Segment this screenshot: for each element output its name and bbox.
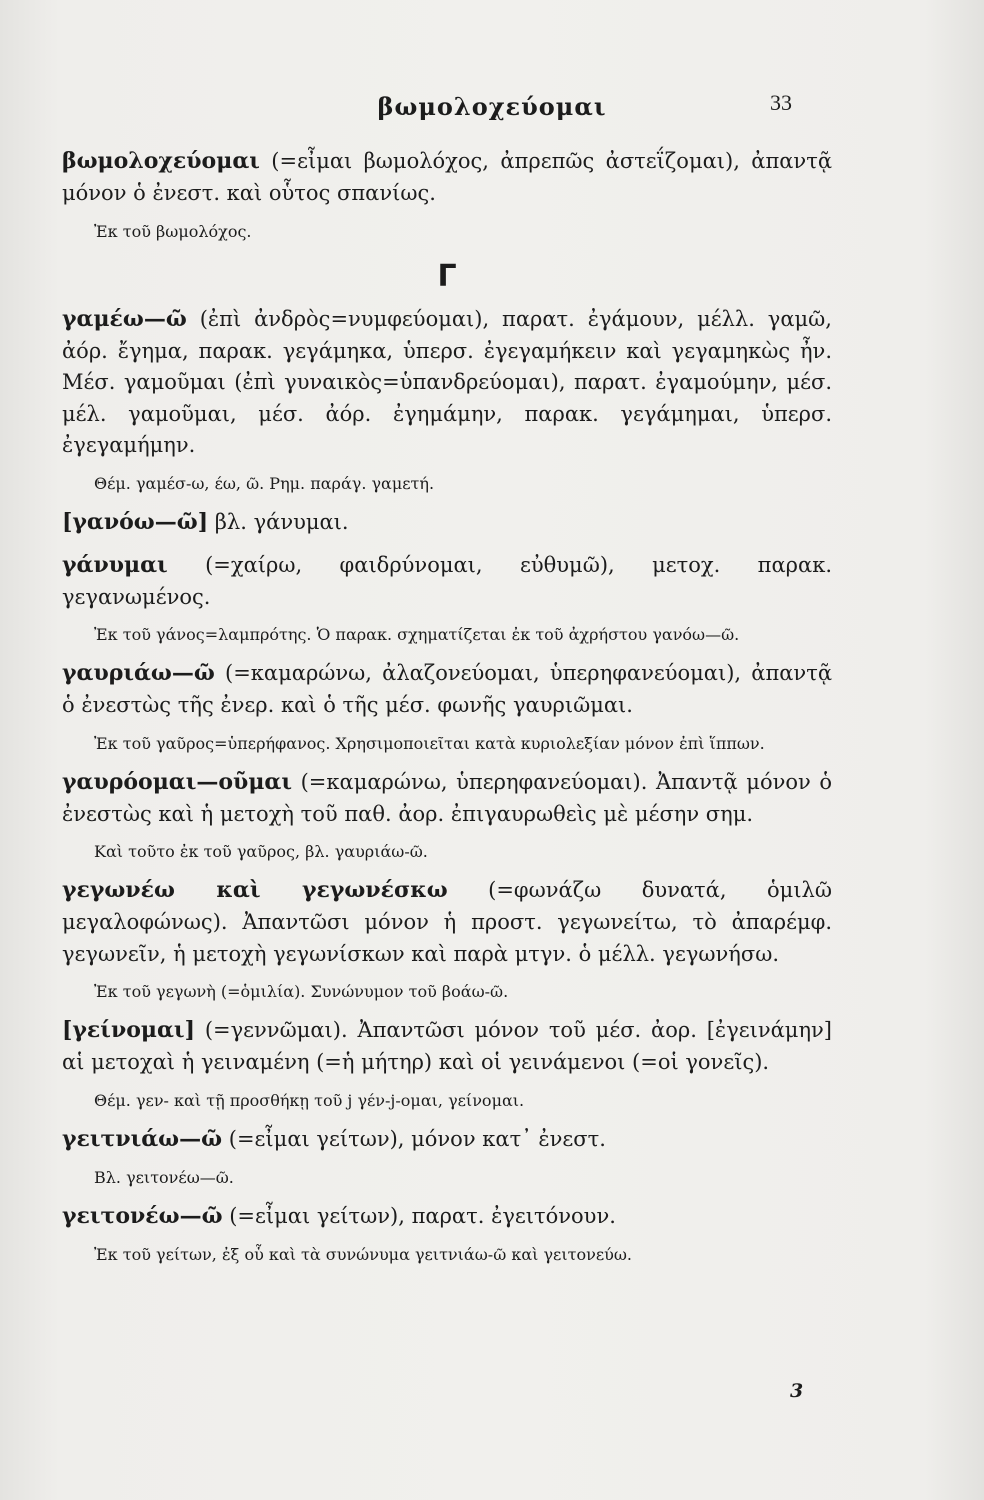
headword: γεγωνέω καὶ γεγωνέσκω bbox=[62, 877, 448, 903]
dictionary-body bbox=[62, 145, 832, 1277]
entry-geitoneo bbox=[62, 1200, 832, 1233]
headword: [γανόω—ῶ] bbox=[62, 508, 209, 535]
definition: (ἐπὶ ἀνδρὸς=νυμφεύομαι), παρατ. ἐγάμουν, μέλλ. γαμῶ, ἀόρ. ἔγημα, παρακ. γεγάμηκα, ὑπερσ. ἐγεγαμήκειν καὶ γεγαμηκὼς ἦν. Μέσ. γαμοῦμαι (ἐπὶ γυναικὸς=ὑπανδρεύομαι), παρατ. ἐγαμούμην, μέσ. μέλ. γαμοῦμαι, μέσ. ἀόρ. ἐγημάμην, παρακ. γεγάμημαι, ὑπερσ. ἐγεγαμήμην. bbox=[62, 306, 832, 457]
headword: γάνυμαι bbox=[62, 551, 168, 578]
headword: βωμολοχεύομαι bbox=[62, 148, 260, 174]
definition: (=εἶμαι βωμολόχος, ἀπρεπῶς ἀστεΐζομαι), ἀπαντᾷ μόνον ὁ ἐνεστ. καὶ οὗτος σπανίως. bbox=[62, 149, 832, 205]
definition: (=εἶμαι γείτων), παρατ. ἐγειτόνουν. bbox=[222, 1203, 616, 1228]
definition: (=καμαρώνω, ὑπερηφανεύομαι). Ἀπαντᾷ μόνον ὁ ἐνεστὼς καὶ ἡ μετοχὴ τοῦ παθ. ἀορ. ἐπιγαυρωθεὶς μὲ μέσην σημ. bbox=[62, 769, 832, 826]
definition: (=φωνάζω δυνατά, ὁμιλῶ μεγαλοφώνως). Ἀπαντῶσι μόνον ἡ προστ. γεγωνείτω, τὸ ἀπαρέμφ. γεγωνεῖν, ἡ μετοχὴ γεγωνίσκων καὶ παρὰ μτγν. ὁ μέλλ. γεγωνήσω. bbox=[62, 878, 832, 966]
entry-geitniao bbox=[62, 1123, 832, 1156]
etymology-note: Ἐκ τοῦ γεγωνὴ (=ὁμιλία). Συνώνυμον τοῦ βοάω-ῶ. bbox=[94, 982, 509, 1001]
definition: (=γεννῶμαι). Ἀπαντῶσι μόνον τοῦ μέσ. ἀορ. [ἐγεινάμην] αἱ μετοχαὶ ἡ γειναμένη (=ἡ μήτηρ) καὶ οἱ γεινάμενοι (=οἱ γονεῖς). bbox=[62, 1018, 832, 1074]
definition: (=εἶμαι γείτων), μόνον κατ᾽ ἐνεστ. bbox=[222, 1126, 606, 1151]
running-head: βωμολοχεύομαι bbox=[377, 92, 607, 121]
etymology-note: Θέμ. γαμέσ-ω, έω, ῶ. Ρημ. παράγ. γαμετή. bbox=[94, 473, 435, 493]
etymology-note: Ἐκ τοῦ γαῦρος=ὑπερήφανος. Χρησιμοποιεῖται κατὰ κυριολεξίαν μόνον ἐπὶ ἵππων. bbox=[94, 733, 765, 753]
entry-ganymai bbox=[62, 549, 832, 614]
section-letter: Γ bbox=[437, 258, 457, 294]
entry-gegoneo bbox=[62, 874, 832, 970]
definition: (=καμαρώνω, ἀλαζονεύομαι, ὑπερηφανεύομαι), ἀπαντᾷ ὁ ἐνεστὼς τῆς ἐνερ. καὶ ὁ τῆς μέσ. φωνῆς γαυριῶμαι. bbox=[62, 661, 832, 717]
etymology-note: Ἐκ τοῦ γείτων, ἐξ οὗ καὶ τὰ συνώνυμα γειτνιάω-ῶ καὶ γειτονεύω. bbox=[94, 1244, 632, 1264]
etymology-note: Θέμ. γεν- καὶ τῇ προσθήκῃ τοῦ j γέν-j-ομαι, γείνομαι. bbox=[94, 1090, 525, 1110]
entry-gauroomai bbox=[62, 766, 832, 831]
etymology-note: Ἐκ τοῦ βωμολόχος. bbox=[94, 221, 252, 241]
entry-ganoo bbox=[62, 506, 832, 539]
definition: βλ. γάνυμαι. bbox=[208, 509, 349, 534]
entry-geinomai bbox=[62, 1014, 832, 1079]
etymology-note: Καὶ τοῦτο ἐκ τοῦ γαῦρος, βλ. γαυριάω-ῶ. bbox=[94, 842, 428, 861]
etymology-note: Ἐκ τοῦ γάνος=λαμπρότης. Ὁ παρακ. σχηματίζεται ἐκ τοῦ ἀχρήστου γανόω—ῶ. bbox=[94, 625, 740, 644]
headword: γαυρόομαι—οῦμαι bbox=[62, 768, 292, 795]
headword: [γείνομαι] bbox=[62, 1017, 195, 1043]
headword: γαυριάω—ῶ bbox=[62, 660, 215, 686]
page-number: 33 bbox=[770, 90, 792, 115]
headword: γαμέω—ῶ bbox=[62, 305, 187, 332]
cross-reference-note: Βλ. γειτονέω—ῶ. bbox=[94, 1167, 234, 1187]
headword: γειτονέω—ῶ bbox=[62, 1202, 223, 1229]
entry-bomolocheuomai bbox=[62, 145, 832, 210]
entry-gameo bbox=[62, 303, 832, 462]
entry-gauriao bbox=[62, 657, 832, 722]
headword: γειτνιάω—ῶ bbox=[62, 1125, 223, 1152]
signature-mark: 3 bbox=[790, 1380, 804, 1402]
definition: (=χαίρω, φαιδρύνομαι, εὐθυμῶ), μετοχ. παρακ. γεγανωμένος. bbox=[62, 552, 832, 609]
